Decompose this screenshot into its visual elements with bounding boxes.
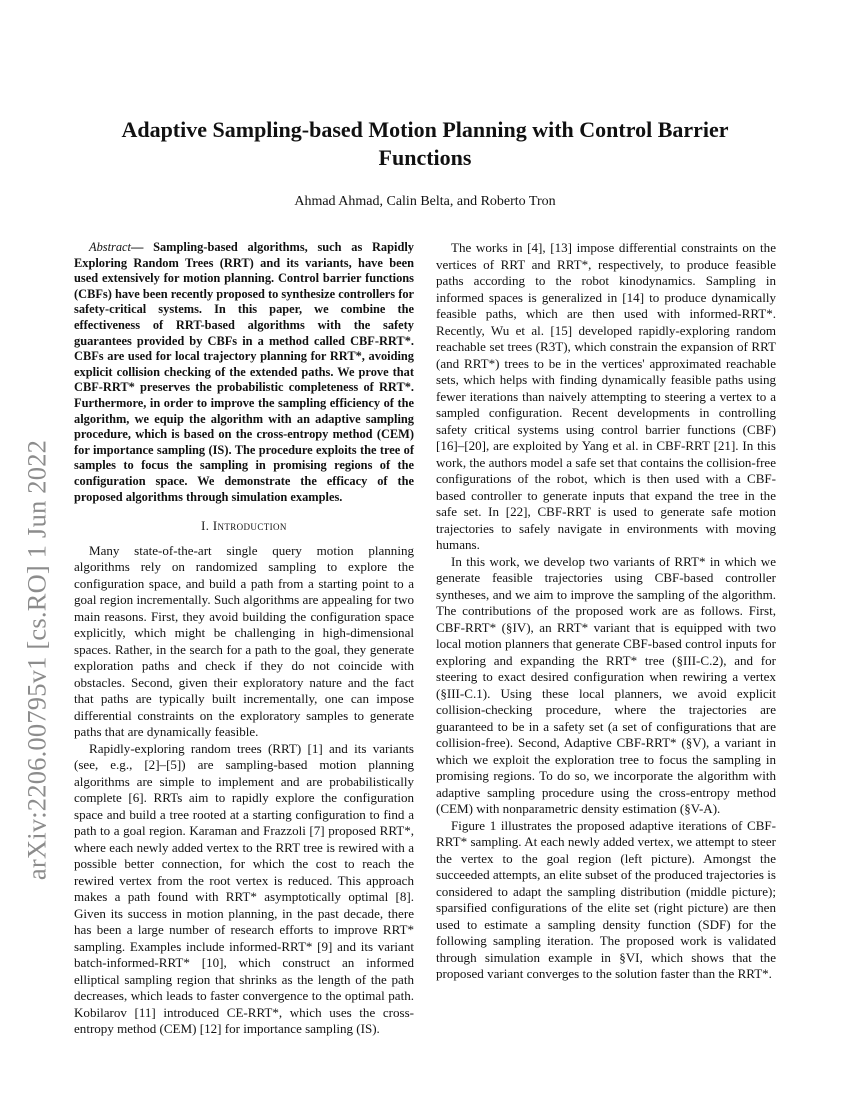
section-number: I. [201, 519, 213, 534]
section-title: Introduction [212, 519, 287, 534]
section-heading-introduction [74, 518, 414, 535]
author-list: Ahmad Ahmad, Calin Belta, and Roberto Tron [294, 194, 556, 209]
arxiv-watermark: arXiv:2206.00795v1 [cs.RO] 1 Jun 2022 [21, 439, 52, 881]
abstract-label: Abstract [89, 240, 131, 254]
abstract-text: — Sampling-based algorithms, such as Rapidly Exploring Random Trees (RRT) and its variants, have been used extensively for motion planning. Control barrier functions (CBFs) have been recently proposed to synthesize controllers for safety-critical systems. In this paper, we combine the effectiveness of RRT-based algorithms with the safety guarantees provided by CBFs in a method called CBF-RRT*. CBFs are used for local trajectory planning for RRT*, avoiding explicit collision checking of the extended paths. We prove that CBF-RRT* preserves the probabilistic completeness of RRT*. Furthermore, in order to improve the sampling efficiency of the algorithm, we equip the algorithm with an adaptive sampling procedure, which is based on the cross-entropy method (CEM) for importance sampling (IS). The procedure exploits the tree of samples to focus the sampling in promising regions of the configuration space. We demonstrate the efficacy of the proposed algorithms through simulation examples. [74, 240, 415, 504]
paragraph: The works in [4], [13] impose differential constraints on the vertices of RRT and RRT*, respectively, to produce feasible paths according to the robot kinodynamics. Sampling in informed spaces is generalized in [14] to produce dynamically feasible paths, which are then used with informed-RRT*. Recently, Wu et al. [15] developed rapidly-exploring random reachable set trees (R3T), which constrain the expansion of RRT (and RRT*) trees to be in the vertices' approximated reachable sets, which helps with finding dynamically feasible paths using fewer iterations than naively attempting to steering a vertex to a sampled configuration. Recent developments in controlling safety critical systems using control barrier functions (CBF) [16]–[20], are exploited by Yang et al. in CBF-RRT [21]. In this work, the authors model a safe set that contains the collision-free configurations of the robot, which is then used with a CBF-based controller to generate inputs that expand the tree in the safe set. In [22], CBF-RRT is used to generate safe motion trajectories to safely navigate in environments with moving humans. [436, 240, 776, 552]
paragraph: In this work, we develop two variants of RRT* in which we generate feasible trajectories using CBF-based controller syntheses, and we aim to improve the sampling of the algorithm. The contributions of the proposed work are as follows. First, CBF-RRT* (§IV), an RRT* variant that is equipped with two local motion planners that generate CBF-based control inputs for exploring and expanding the RRT* tree (§III-C.2), and for steering to exact desired configuration when rewiring a vertex (§III-C.1). Using these local planners, we avoid explicit collision-checking procedure, where the trajectories are guaranteed to be in a safety set (a set of configurations that are collision-free). Second, Adaptive CBF-RRT* (§V), a variant in which we exploit the exploration tree to focus the sampling in promising regions. To do so, we incorporate the algorithm with adaptive sampling procedure using the cross-entropy method (CEM) with nonparametric density estimation (§V-A). [436, 553, 776, 816]
right-column [436, 240, 776, 983]
paragraph: Many state-of-the-art single query motion planning algorithms rely on randomized sampling to explore the configuration space, and build a path from a starting point to a goal region incrementally. Such algorithms are appealing for two main reasons. First, they avoid building the configuration space explicitly, which might be challenging in high-dimensional spaces. Rather, in the search for a path to the goal, they generate exploration paths and check if they do not coincide with obstacles. Second, given their exploratory nature and the fact that paths are typically built incrementally, one can impose differential constraints on the exploratory samples to generate paths that are dynamically feasible. [74, 542, 414, 740]
paper-title: Adaptive Sampling-based Motion Planning with Control Barrier Functions [121, 117, 729, 170]
left-column [74, 240, 414, 1038]
abstract [74, 240, 414, 505]
paragraph: Figure 1 illustrates the proposed adaptive iterations of CBF-RRT* sampling. At each newly added vertex, we attempt to steer the vertex to the goal region (left picture). Amongst the succeeded attempts, an elite subset of the produced trajectories is considered to adapt the sampling distribution (middle picture); sparsified configurations of the elite set (right picture) are then used to estimate a sampling density function (SDF) for the following sampling iteration. The proposed work is validated through simulation example in §VI, which shows that the proposed variant converges to the solution faster than the RRT*. [436, 817, 776, 981]
paragraph: Rapidly-exploring random trees (RRT) [1] and its variants (see, e.g., [2]–[5]) are sampling-based motion planning algorithms are simple to implement and are probabilistically complete [6]. RRTs aim to rapidly explore the configuration space and build a tree rooted at a starting configuration to find a path to a goal region. Karaman and Frazzoli [7] proposed RRT*, where each newly added vertex to the RRT tree is rewired with a possible better connection, for which the cost to reach the rewired vertex from the root vertex is reduced. This approach makes a path found with RRT* asymptotically optimal [8]. Given its success in motion planning, in the past decade, there has been a large number of research efforts to improve RRT* sampling. Examples include informed-RRT* [9] and its variant batch-informed-RRT* [10], which construct an informed elliptical sampling region that shrinks as the length of the path decreases, which leads to faster convergence to the optimal path. Kobilarov [11] introduced CE-RRT*, which uses the cross-entropy method (CEM) [12] for importance sampling (IS). [74, 740, 414, 1037]
